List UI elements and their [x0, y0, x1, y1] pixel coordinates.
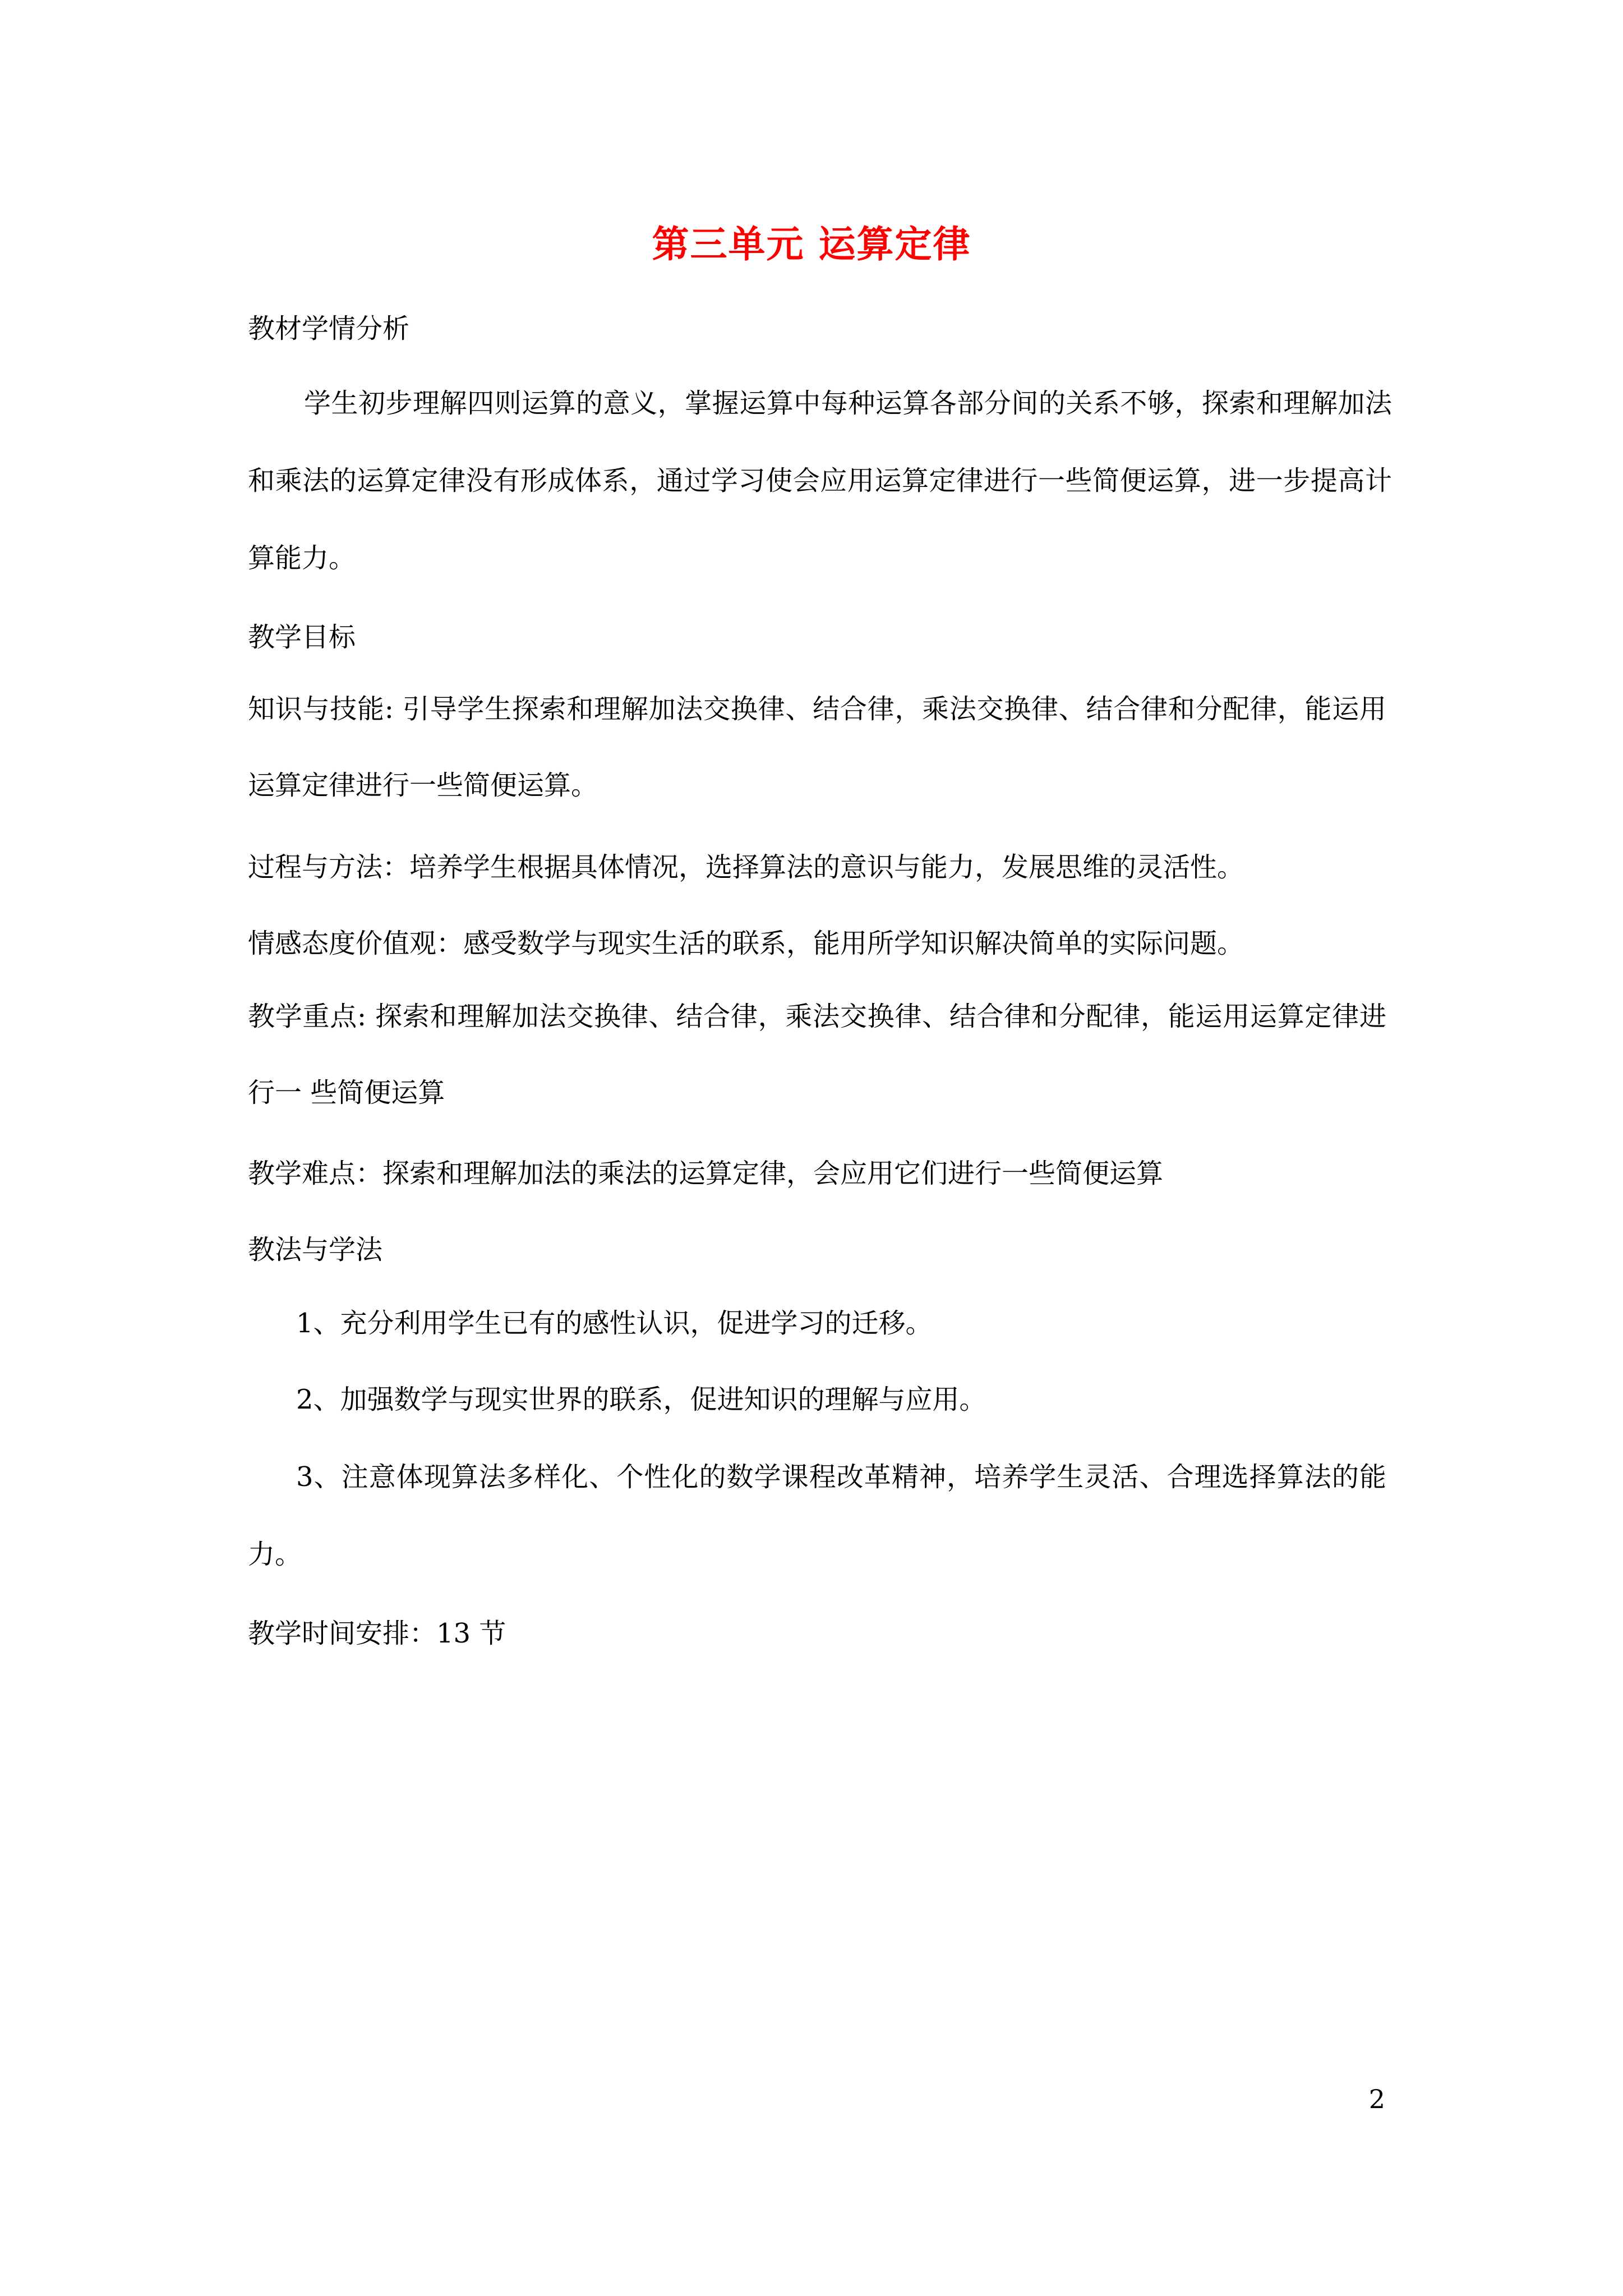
methods-heading: 教法与学法 — [248, 1234, 383, 1266]
page-number: 2 — [1368, 2084, 1385, 2114]
knowledge-skills-paragraph: 知识与技能: 引导学生探索和理解加法交换律、结合律，乘法交换律、结合律和分配律，能运用运算定律进行一些简便运算。 — [248, 693, 1386, 801]
methods-list-item: 1、充分利用学生已有的感性认识，促进学习的迁移。 — [296, 1308, 933, 1339]
analysis-heading: 教材学情分析 — [248, 313, 410, 344]
goals-heading: 教学目标 — [248, 622, 356, 653]
methods-list-item: 2、加强数学与现实世界的联系，促进知识的理解与应用。 — [296, 1384, 986, 1415]
difficult-points-paragraph: 教学难点：探索和理解加法的乘法的运算定律，会应用它们进行一些简便运算 — [248, 1158, 1164, 1189]
time-arrangement: 教学时间安排：13 节 — [248, 1618, 506, 1649]
page-title: 第三单元 运算定律 — [652, 222, 971, 266]
analysis-paragraph: 学生初步理解四则运算的意义，掌握运算中每种运算各部分间的关系不够，探索和理解加法和乘法的运算定律没有形成体系，通过学习使会应用运算定律进行一些简便运算，进一步提高计算能力。 — [248, 388, 1392, 574]
methods-list-item: 3、注意体现算法多样化、个性化的数学课程改革精神，培养学生灵活、合理选择算法的能力。 — [248, 1461, 1386, 1570]
key-points-paragraph: 教学重点: 探索和理解加法交换律、结合律，乘法交换律、结合律和分配律，能运用运算定律进行一 些简便运算 — [248, 1001, 1386, 1108]
emotion-values-paragraph: 情感态度价值观：感受数学与现实生活的联系，能用所学知识解决简单的实际问题。 — [248, 928, 1244, 959]
process-methods-paragraph: 过程与方法：培养学生根据具体情况，选择算法的意识与能力，发展思维的灵活性。 — [248, 852, 1244, 883]
